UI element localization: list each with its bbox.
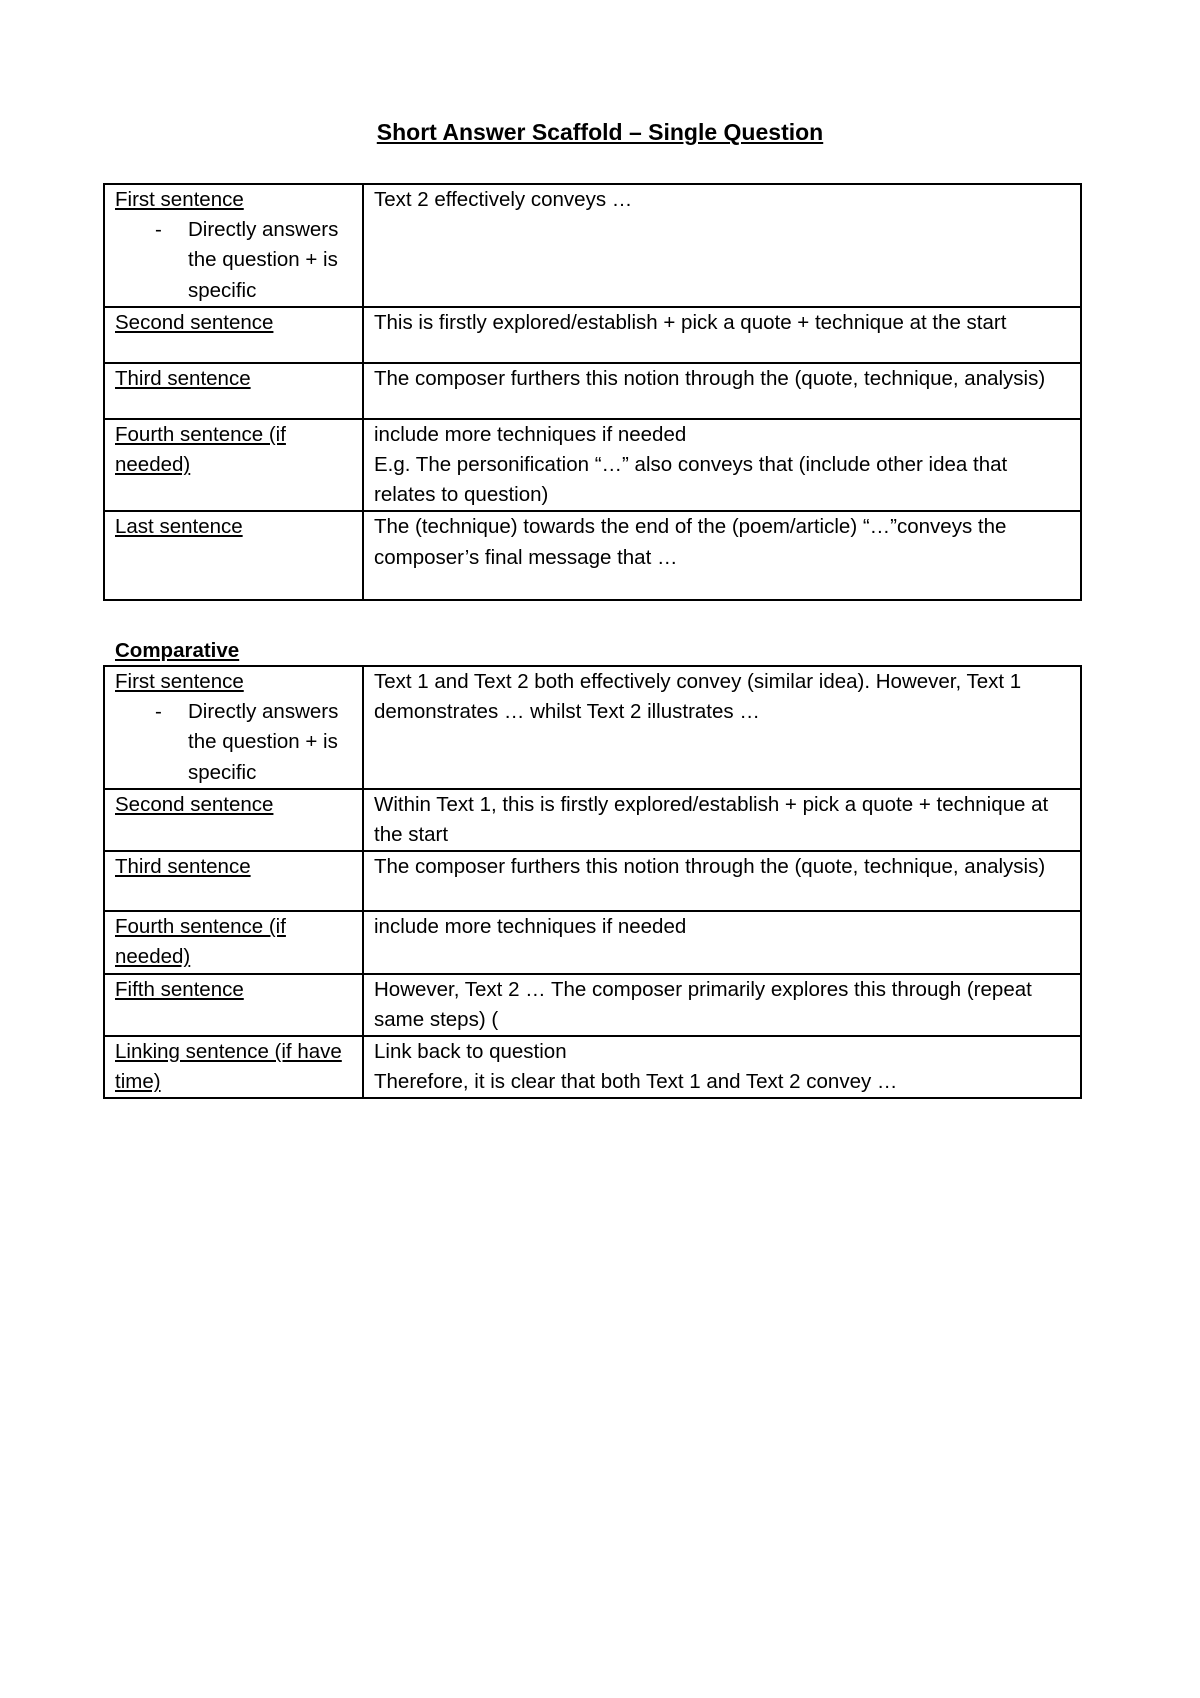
row-content-line: Link back to question — [374, 1040, 567, 1064]
row-content-cell — [363, 666, 1081, 789]
row-label-cell — [104, 184, 363, 307]
row-content-cell — [363, 974, 1081, 1036]
row-label: Second sentence — [115, 310, 274, 334]
row-label-cell — [104, 419, 363, 512]
row-label-cell — [104, 789, 363, 851]
row-content-line: The composer furthers this notion through the (quote, technique, analysis) — [374, 366, 1046, 390]
row-content-cell — [363, 851, 1081, 911]
table-row — [104, 419, 1081, 512]
row-label: Third sentence — [115, 855, 251, 879]
row-label: Fifth sentence — [115, 977, 244, 1001]
page-title: Short Answer Scaffold – Single Question — [376, 119, 824, 145]
comparative-heading: Comparative — [115, 639, 240, 662]
row-label: First sentence — [115, 670, 244, 693]
table-row — [104, 1036, 1081, 1098]
row-content-line: The composer furthers this notion through the (quote, technique, analysis) — [374, 855, 1046, 879]
row-content-line: This is firstly explored/establish + pick a quote + technique at the start — [374, 310, 1007, 334]
table-row — [104, 666, 1081, 789]
row-label-cell — [104, 851, 363, 911]
table-row — [104, 911, 1081, 973]
row-content-line: Text 1 and Text 2 both effectively convey (similar idea). However, Text 1 demonstrates … whilst Text 2 illustrates … — [374, 670, 1022, 724]
bullet-dash: - — [155, 218, 162, 242]
row-label: Third sentence — [115, 366, 251, 390]
single-question-table — [103, 183, 1082, 601]
row-content-line: Text 2 effectively conveys … — [374, 188, 633, 211]
row-label-cell — [104, 911, 363, 973]
row-content-cell — [363, 307, 1081, 363]
row-content-cell — [363, 1036, 1081, 1098]
row-content-cell — [363, 789, 1081, 851]
row-content-cell — [363, 419, 1081, 512]
row-content-line: However, Text 2 … The composer primarily explores this through (repeat same steps) ( — [374, 977, 1032, 1031]
row-label-cell — [104, 974, 363, 1036]
row-content-line: include more techniques if needed — [374, 915, 687, 939]
row-label-cell — [104, 1036, 363, 1098]
row-label-cell — [104, 511, 363, 600]
row-label: Linking sentence (if have time) — [115, 1040, 342, 1094]
row-content-line: Within Text 1, this is firstly explored/establish + pick a quote + technique at the start — [374, 792, 1049, 847]
comparative-table — [103, 665, 1082, 1099]
bullet-item — [115, 215, 354, 306]
row-content-cell — [363, 511, 1081, 600]
row-label: Last sentence — [115, 515, 243, 539]
row-content-cell — [363, 363, 1081, 419]
bullet-text: Directly answers the question + is specific — [188, 700, 339, 784]
row-content-cell — [363, 184, 1081, 307]
row-label-cell — [104, 363, 363, 419]
row-content-line: E.g. The personification “…” also conveys that (include other idea that relates to question) — [374, 453, 1008, 507]
row-content-cell — [363, 911, 1081, 973]
row-label: Second sentence — [115, 792, 274, 816]
row-label-cell — [104, 307, 363, 363]
row-label: Fourth sentence (if needed) — [115, 915, 286, 969]
table-row — [104, 307, 1081, 363]
table-row — [104, 184, 1081, 307]
bullet-dash: - — [155, 700, 162, 724]
table-row — [104, 511, 1081, 600]
row-label: First sentence — [115, 188, 244, 211]
table-row — [104, 851, 1081, 911]
row-content-line: Therefore, it is clear that both Text 1 and Text 2 convey … — [374, 1070, 898, 1094]
row-label: Fourth sentence (if needed) — [115, 422, 286, 477]
table-row — [104, 974, 1081, 1036]
bullet-item — [115, 697, 354, 788]
row-content-line: include more techniques if needed — [374, 422, 687, 446]
bullet-text: Directly answers the question + is specific — [188, 218, 339, 302]
table-row — [104, 789, 1081, 851]
row-content-line: The (technique) towards the end of the (poem/article) “…”conveys the composer’s final message that … — [374, 515, 1007, 569]
table-row — [104, 363, 1081, 419]
row-label-cell — [104, 666, 363, 789]
